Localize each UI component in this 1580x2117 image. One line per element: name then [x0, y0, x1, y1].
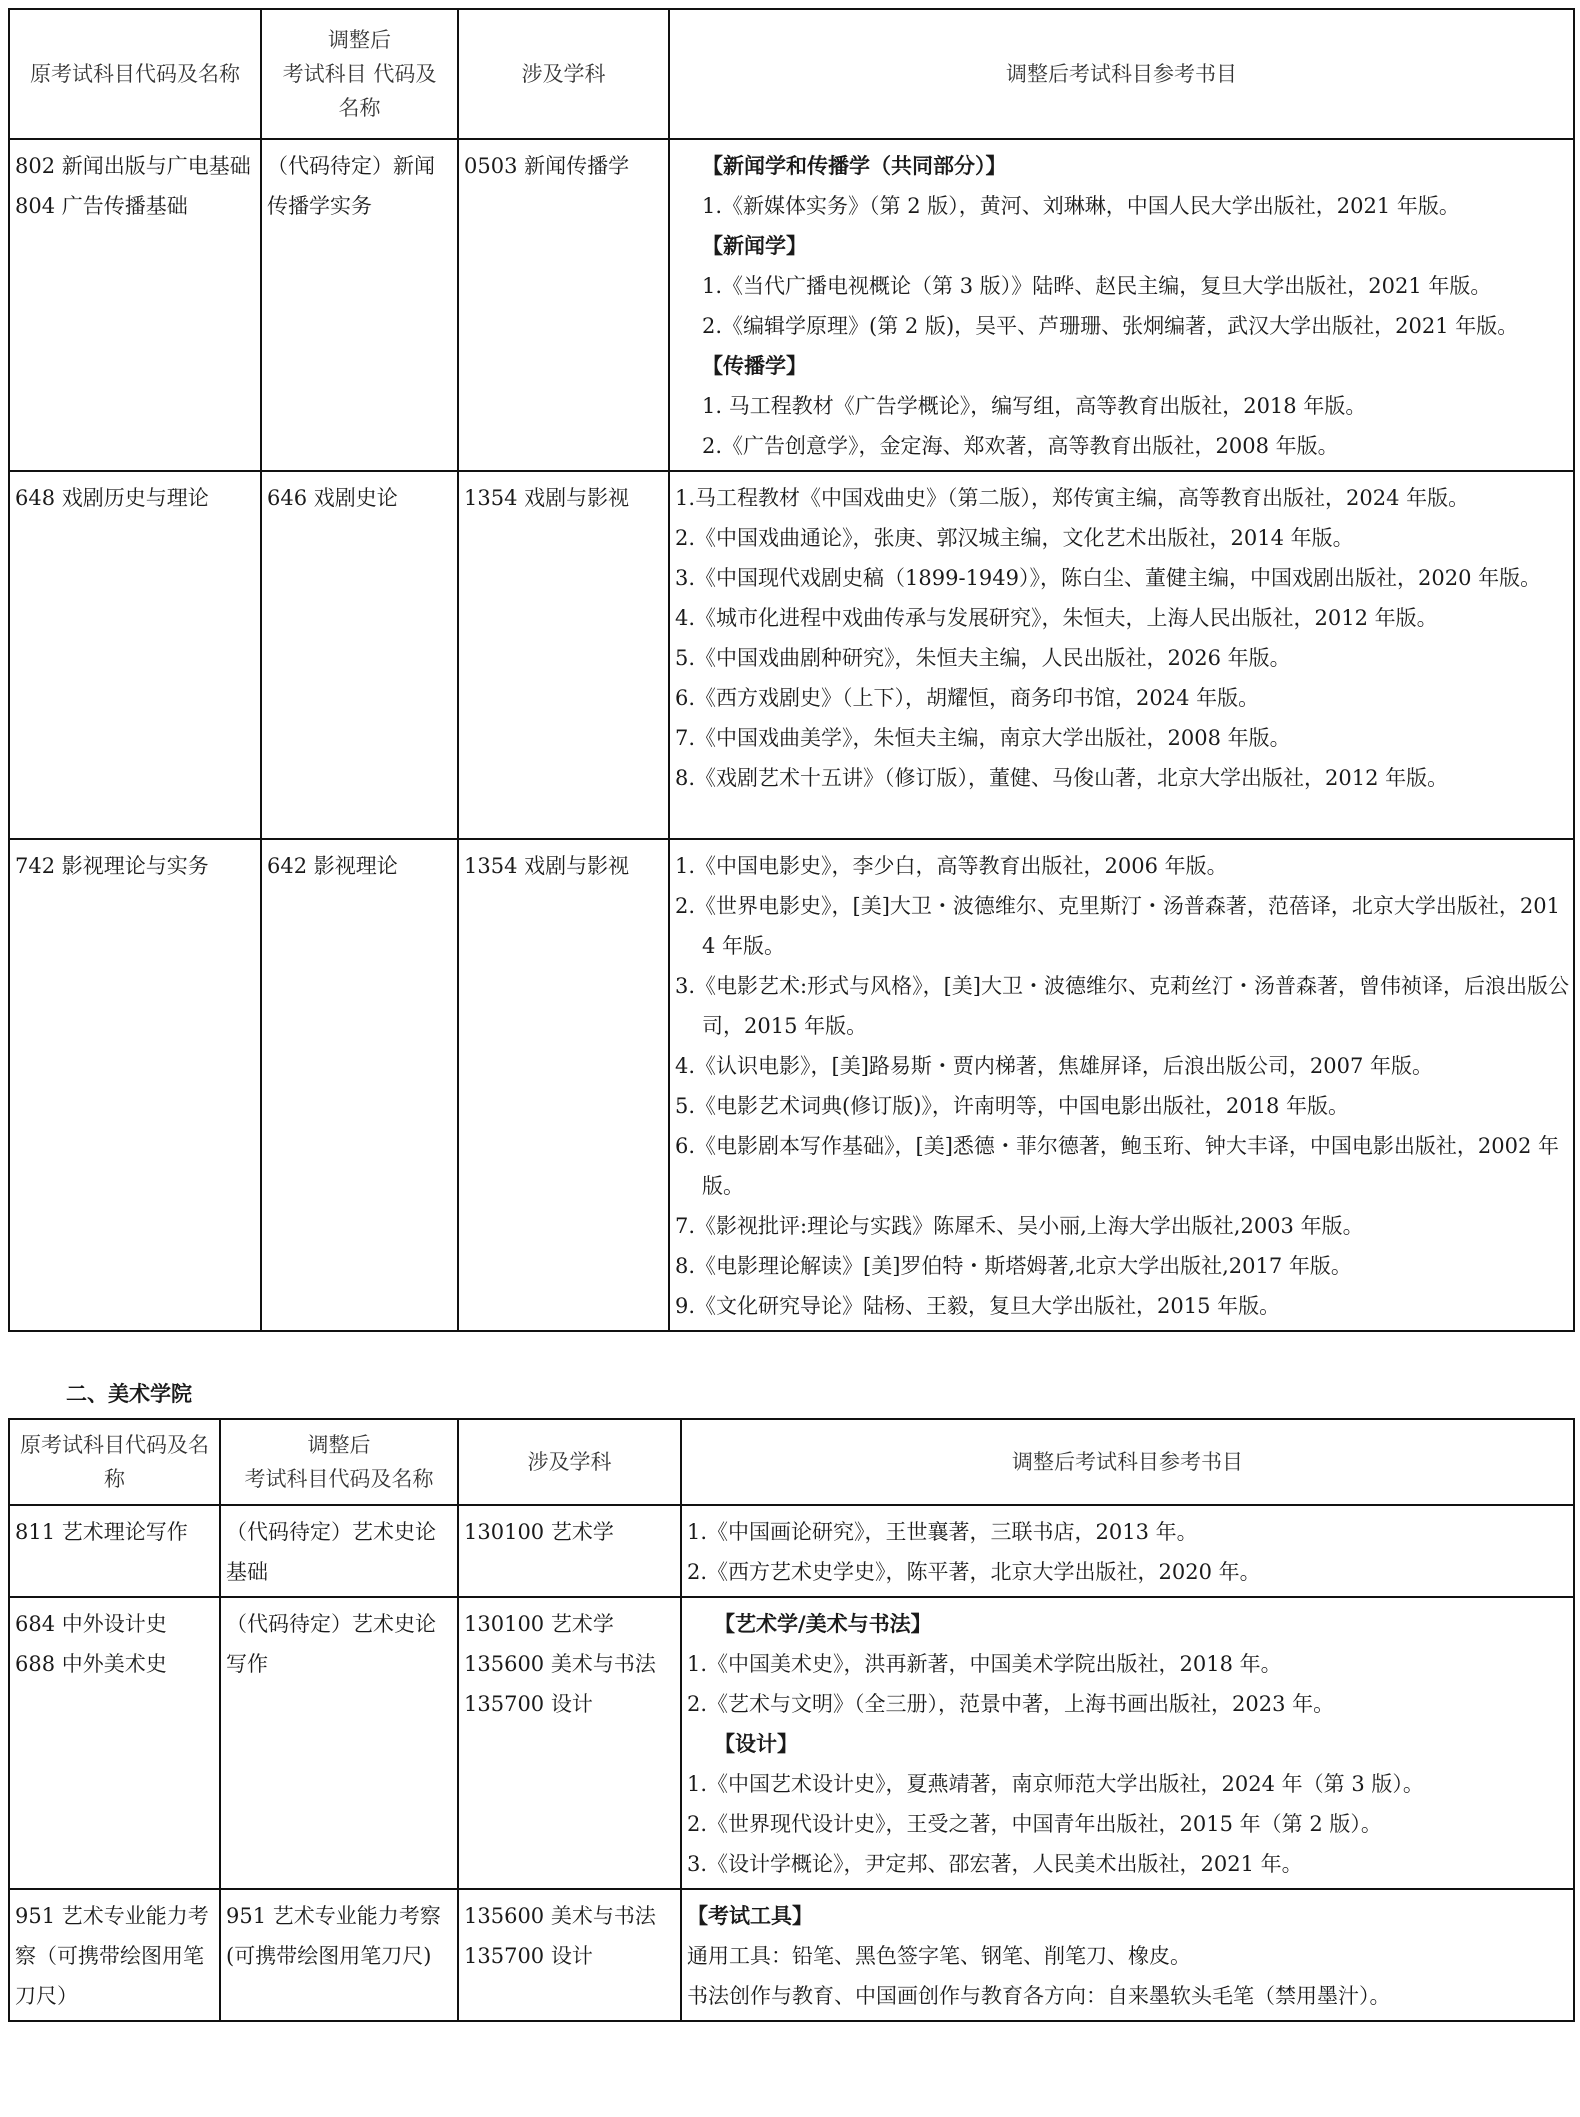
original-subject: 804 广告传播基础 — [15, 194, 188, 218]
note-line: 通用工具：铅笔、黑色签字笔、钢笔、削笔刀、橡皮。 — [687, 1944, 1191, 1968]
original-subject-cell — [9, 1889, 220, 2021]
header-line: 考试科目代码及名称 — [244, 1467, 434, 1491]
discipline: 130100 艺术学 — [464, 1612, 614, 1636]
discipline: 135600 美术与书法 — [464, 1904, 656, 1928]
reference-books-cell — [681, 1505, 1574, 1597]
discipline-cell — [458, 1597, 681, 1889]
adjusted-subject-cell — [220, 1597, 458, 1889]
header-line: 调整后考试科目参考书目 — [1006, 62, 1237, 86]
book-item: 3.《电影艺术:形式与风格》，[美]大卫・波德维尔、克莉丝汀・汤普森著，曾伟祯译，后浪出版公司，2015 年版。 — [675, 974, 1569, 1038]
discipline-cell — [458, 839, 669, 1331]
category-heading: 【艺术学/美术与书法】 — [714, 1612, 932, 1636]
discipline: 135700 设计 — [464, 1692, 593, 1716]
book-item: 1.《中国美术史》，洪再新著，中国美术学院出版社，2018 年。 — [687, 1652, 1282, 1676]
reference-books-cell — [681, 1889, 1574, 2021]
original-subject-cell — [9, 1597, 220, 1889]
discipline: 135600 美术与书法 — [464, 1652, 656, 1676]
column-header — [9, 1419, 220, 1505]
category-heading: 【新闻学】 — [702, 234, 807, 258]
category-heading: 【考试工具】 — [687, 1904, 813, 1928]
table-row — [9, 139, 1574, 471]
book-item: 1.马工程教材《中国戏曲史》（第二版），郑传寅主编，高等教育出版社，2024 年版。 — [675, 486, 1470, 510]
category-heading: 【设计】 — [714, 1732, 798, 1756]
book-item: 6.《电影剧本写作基础》，[美]悉德・菲尔德著，鲍玉珩、钟大丰译，中国电影出版社，2002 年版。 — [675, 1134, 1560, 1198]
column-header — [220, 1419, 458, 1505]
adjusted-subject-cell — [220, 1505, 458, 1597]
header-line: 涉及学科 — [521, 62, 606, 86]
subject-table-1 — [8, 8, 1575, 1332]
book-item: 2.《西方艺术史学史》，陈平著，北京大学出版社，2020 年。 — [687, 1560, 1261, 1584]
adjusted-subject: 951 艺术专业能力考察(可携带绘图用笔刀尺) — [226, 1904, 441, 1968]
column-header — [458, 9, 669, 139]
discipline: 135700 设计 — [464, 1944, 593, 1968]
book-item: 4.《认识电影》，[美]路易斯・贾内梯著，焦雄屏译，后浪出版公司，2007 年版。 — [675, 1054, 1434, 1078]
header-line: 名称 — [338, 96, 381, 120]
category-heading: 【新闻学和传播学（共同部分）】 — [702, 154, 1007, 178]
category-heading: 【传播学】 — [702, 354, 807, 378]
book-item: 1.《当代广播电视概论（第 3 版）》陆晔、赵民主编，复旦大学出版社，2021 年版。 — [702, 274, 1492, 298]
header-line: 调整后 — [328, 28, 391, 52]
discipline-cell — [458, 139, 669, 471]
book-item: 8.《电影理论解读》[美]罗伯特・斯塔姆著,北京大学出版社,2017 年版。 — [675, 1254, 1352, 1278]
discipline: 0503 新闻传播学 — [464, 154, 630, 178]
adjusted-subject: （代码待定）艺术史论基础 — [226, 1520, 436, 1584]
discipline: 1354 戏剧与影视 — [464, 486, 630, 510]
table-row — [9, 471, 1574, 839]
original-subject: 802 新闻出版与广电基础 — [15, 154, 251, 178]
table-row — [9, 1889, 1574, 2021]
header-line: 原考试科目代码及名称 — [20, 1433, 209, 1491]
book-item: 1. 马工程教材《广告学概论》，编写组，高等教育出版社，2018 年版。 — [702, 394, 1367, 418]
header-row — [9, 9, 1574, 139]
header-row — [9, 1419, 1574, 1505]
reference-books-cell — [669, 139, 1574, 471]
section-title: 二、美术学院 — [66, 1382, 192, 1406]
table-row — [9, 839, 1574, 1331]
reference-books-cell — [669, 839, 1574, 1331]
book-item: 7.《影视批评:理论与实践》陈犀禾、吴小丽,上海大学出版社,2003 年版。 — [675, 1214, 1364, 1238]
book-item: 1.《新媒体实务》（第 2 版），黄河、刘琳琳，中国人民大学出版社，2021 年版。 — [702, 194, 1460, 218]
original-subject: 811 艺术理论写作 — [15, 1520, 188, 1544]
column-header — [681, 1419, 1574, 1505]
adjusted-subject: 646 戏剧史论 — [267, 486, 398, 510]
book-item: 4.《城市化进程中戏曲传承与发展研究》，朱恒夫，上海人民出版社，2012 年版。 — [675, 606, 1438, 630]
book-item: 2.《中国戏曲通论》，张庚、郭汉城主编，文化艺术出版社，2014 年版。 — [675, 526, 1354, 550]
book-item: 8.《戏剧艺术十五讲》（修订版），董健、马俊山著，北京大学出版社，2012 年版。 — [675, 766, 1449, 790]
adjusted-subject-cell — [261, 471, 458, 839]
book-item: 1.《中国电影史》，李少白，高等教育出版社，2006 年版。 — [675, 854, 1228, 878]
book-item: 5.《中国戏曲剧种研究》，朱恒夫主编，人民出版社，2026 年版。 — [675, 646, 1291, 670]
original-subject: 648 戏剧历史与理论 — [15, 486, 209, 510]
book-item: 9.《文化研究导论》陆杨、王毅，复旦大学出版社，2015 年版。 — [675, 1294, 1281, 1318]
original-subject: 951 艺术专业能力考察（可携带绘图用笔刀尺） — [15, 1904, 209, 2008]
book-item: 5.《电影艺术词典(修订版)》，许南明等，中国电影出版社，2018 年版。 — [675, 1094, 1350, 1118]
adjusted-subject-cell — [261, 139, 458, 471]
book-item: 2.《世界现代设计史》，王受之著，中国青年出版社，2015 年（第 2 版）。 — [687, 1812, 1382, 1836]
discipline-cell — [458, 1889, 681, 2021]
table-row — [9, 1505, 1574, 1597]
column-header — [9, 9, 261, 139]
book-item: 2.《编辑学原理》(第 2 版)，吴平、芦珊珊、张炯编著，武汉大学出版社，2021 年版。 — [702, 314, 1519, 338]
reference-books-cell — [681, 1597, 1574, 1889]
book-item: 2.《广告创意学》，金定海、郑欢著，高等教育出版社，2008 年版。 — [702, 434, 1339, 458]
original-subject: 684 中外设计史 — [15, 1612, 167, 1636]
header-line: 原考试科目代码及名称 — [30, 62, 240, 86]
original-subject-cell — [9, 471, 261, 839]
header-line: 考试科目 代码及 — [282, 62, 437, 86]
subject-table-2 — [8, 1418, 1575, 2022]
book-item: 3.《中国现代戏剧史稿（1899-1949）》，陈白尘、董健主编，中国戏剧出版社，2020 年版。 — [675, 566, 1542, 590]
adjusted-subject: 642 影视理论 — [267, 854, 398, 878]
original-subject: 742 影视理论与实务 — [15, 854, 209, 878]
note-line: 书法创作与教育、中国画创作与教育各方向：自来墨软头毛笔（禁用墨汁）。 — [687, 1984, 1391, 2008]
reference-books-cell — [669, 471, 1574, 839]
column-header — [669, 9, 1574, 139]
column-header — [458, 1419, 681, 1505]
table-row — [9, 1597, 1574, 1889]
book-item: 7.《中国戏曲美学》，朱恒夫主编，南京大学出版社，2008 年版。 — [675, 726, 1291, 750]
original-subject: 688 中外美术史 — [15, 1652, 167, 1676]
adjusted-subject-cell — [220, 1889, 458, 2021]
original-subject-cell — [9, 139, 261, 471]
book-item: 1.《中国艺术设计史》，夏燕靖著，南京师范大学出版社，2024 年（第 3 版）。 — [687, 1772, 1424, 1796]
adjusted-subject: （代码待定）新闻传播学实务 — [267, 154, 435, 218]
column-header — [261, 9, 458, 139]
book-item: 2.《艺术与文明》（全三册），范景中著，上海书画出版社，2023 年。 — [687, 1692, 1335, 1716]
original-subject-cell — [9, 1505, 220, 1597]
book-item: 3.《设计学概论》，尹定邦、邵宏著，人民美术出版社，2021 年。 — [687, 1852, 1303, 1876]
header-line: 调整后 — [307, 1433, 371, 1457]
header-line: 调整后考试科目参考书目 — [1012, 1450, 1243, 1474]
discipline-cell — [458, 471, 669, 839]
discipline: 130100 艺术学 — [464, 1520, 614, 1544]
header-line: 涉及学科 — [527, 1450, 612, 1474]
book-item: 6.《西方戏剧史》（上下），胡耀恒，商务印书馆，2024 年版。 — [675, 686, 1260, 710]
discipline-cell — [458, 1505, 681, 1597]
adjusted-subject: （代码待定）艺术史论写作 — [226, 1612, 436, 1676]
discipline: 1354 戏剧与影视 — [464, 854, 630, 878]
adjusted-subject-cell — [261, 839, 458, 1331]
book-item: 1.《中国画论研究》，王世襄著，三联书店，2013 年。 — [687, 1520, 1198, 1544]
book-item: 2.《世界电影史》，[美]大卫・波德维尔、克里斯汀・汤普森著，范蓓译，北京大学出版社，2014 年版。 — [675, 894, 1561, 958]
original-subject-cell — [9, 839, 261, 1331]
